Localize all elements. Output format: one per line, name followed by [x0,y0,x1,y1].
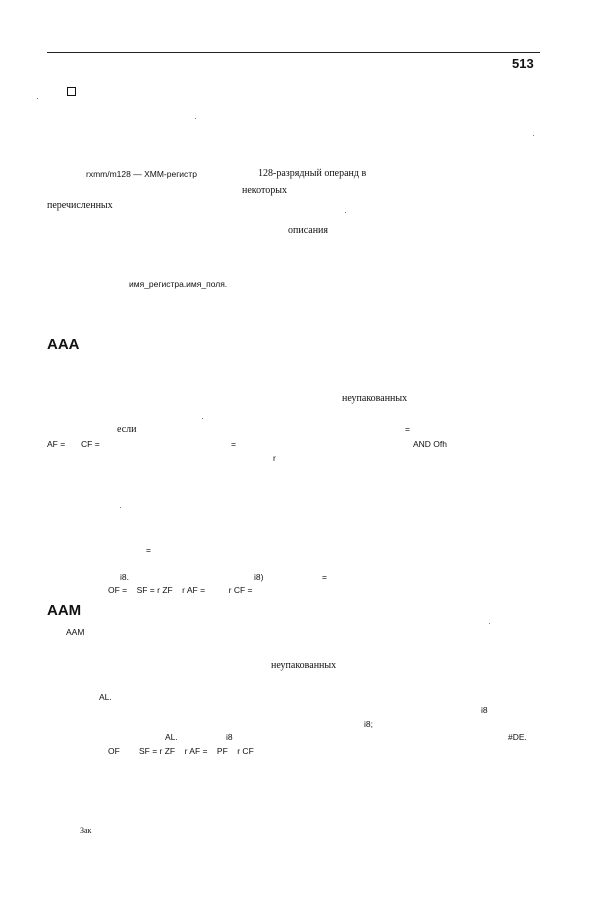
aam-line1: AAM [66,627,85,637]
aam-line3-i8: i8 [481,705,488,715]
aam-line5-al: AL. [165,732,178,742]
aam-flags-of: OF [108,746,120,756]
aam-flags: SF = r ZF r AF = PF r CF [139,746,254,756]
aaa-flags: OF = SF = r ZF r AF = r CF = [108,585,253,595]
aaa-line4-r: r [273,453,276,463]
intro-line1-a: rxmm/m128 — XMM-регистр [86,169,197,179]
scan-speck [202,418,203,419]
footer-text: Зак [80,826,92,835]
aam-line5-de: #DE. [508,732,527,742]
aaa-line2-esli: если [117,424,137,435]
intro-line2: некоторых [242,185,287,196]
section-heading-aaa: AAA [47,336,80,353]
aam-line5-i8: i8 [226,732,233,742]
aam-line4-i8: i8; [364,719,373,729]
section-heading-aam: AAM [47,602,82,619]
scan-speck [533,135,534,136]
scan-speck [37,98,38,99]
intro-line5: имя_регистра.имя_поля. [129,279,228,289]
aaa-line1: неупакованных [342,393,408,404]
header-rule [47,52,540,53]
intro-line1-b: 128-разрядный операнд в [258,168,367,179]
page-number: 513 [512,56,534,71]
aaa-line6-i8b: i8) [254,572,264,582]
intro-line3: перечисленных [47,200,113,211]
scan-speck [120,507,121,508]
aaa-line3-eq: = [231,439,236,449]
aaa-line6-eq: = [322,572,327,582]
intro-line4: описания [288,225,329,236]
aaa-line6-i8: i8. [120,572,129,582]
aaa-line3-af: AF = [47,439,66,449]
aam-line3-al: AL. [99,692,112,702]
square-bullet-icon [67,87,76,96]
aaa-line5-eq: = [146,545,151,555]
aam-line2: неупакованных [271,660,337,671]
aaa-line3-andofh: AND Ofh [413,439,448,449]
scan-speck [489,623,490,624]
scan-speck [345,212,346,213]
aaa-line2-eq: = [405,424,410,434]
aaa-line3-cf: CF = [81,439,100,449]
scan-speck [195,118,196,119]
